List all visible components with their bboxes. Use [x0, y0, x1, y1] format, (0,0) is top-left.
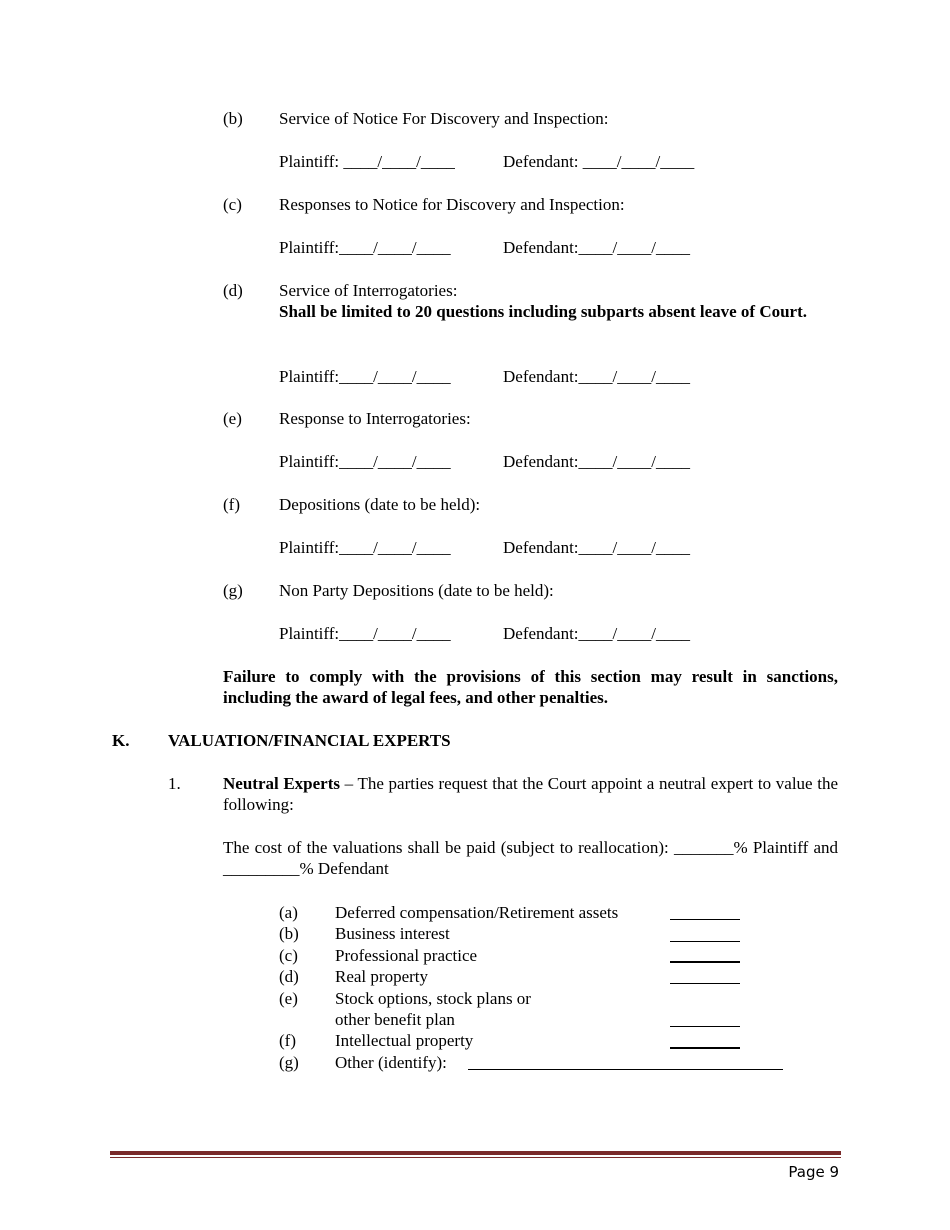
defendant-date-field[interactable]: Defendant:____/____/____	[503, 624, 690, 643]
valuation-blank[interactable]	[670, 960, 740, 963]
item-e-dates	[279, 451, 690, 472]
plaintiff-date-field[interactable]: Plaintiff:____/____/____	[279, 452, 451, 471]
item-c-title: Responses to Notice for Discovery and Inspection:	[279, 195, 625, 214]
item-g-label: (g)	[223, 581, 243, 600]
item-g-title: Non Party Depositions (date to be held):	[279, 581, 554, 600]
page-number: Page 9	[788, 1163, 839, 1181]
valuation-item-label: (a)	[279, 903, 298, 922]
valuation-item-label: (d)	[279, 967, 299, 986]
item-e-title: Response to Interrogatories:	[279, 409, 471, 428]
valuation-cost-text: The cost of the valuations shall be paid (subject to reallocation): _______% Plaintiff and _________% Defendant	[223, 838, 838, 878]
plaintiff-date-field[interactable]: Plaintiff:____/____/____	[279, 238, 451, 257]
valuation-item-label: (c)	[279, 946, 298, 965]
plaintiff-date-field[interactable]: Plaintiff: ____/____/____	[279, 152, 455, 171]
neutral-experts-heading: Neutral Experts	[223, 774, 341, 793]
valuation-blank[interactable]	[670, 1025, 740, 1027]
valuation-item-label: (f)	[279, 1031, 296, 1050]
valuation-item-label: (b)	[279, 924, 299, 943]
item-f-label: (f)	[223, 495, 240, 514]
defendant-date-field[interactable]: Defendant:____/____/____	[503, 367, 690, 386]
section-title: VALUATION/FINANCIAL EXPERTS	[168, 731, 451, 750]
defendant-date-field[interactable]: Defendant:____/____/____	[503, 238, 690, 257]
valuation-item-label: (e)	[279, 989, 298, 1008]
valuation-item-text-cont: other benefit plan	[335, 1010, 455, 1029]
item-c-label: (c)	[223, 195, 242, 214]
valuation-blank[interactable]	[670, 1046, 740, 1049]
failure-notice: Failure to comply with the provisions of this section may result in sanctions, including the award of legal fees, and other penalties.	[223, 667, 838, 707]
valuation-item-text: Real property	[335, 967, 428, 986]
valuation-item-text: Deferred compensation/Retirement assets	[335, 903, 619, 922]
defendant-date-field[interactable]: Defendant:____/____/____	[503, 538, 690, 557]
item-d-note: Shall be limited to 20 questions including subparts absent leave of Court.	[279, 302, 808, 321]
valuation-item-label: (g)	[279, 1053, 299, 1072]
item-d-label: (d)	[223, 281, 243, 300]
footer-rule	[110, 1151, 841, 1155]
plaintiff-date-field[interactable]: Plaintiff:____/____/____	[279, 367, 451, 386]
valuation-item-text: Intellectual property	[335, 1031, 474, 1050]
item-f-dates	[279, 537, 690, 558]
plaintiff-date-field[interactable]: Plaintiff:____/____/____	[279, 538, 451, 557]
valuation-item-text: Stock options, stock plans or	[335, 989, 531, 1008]
neutral-experts-paragraph	[223, 773, 838, 815]
valuation-blank[interactable]	[670, 982, 740, 984]
footer-rule-thin	[110, 1157, 841, 1158]
item-b-title: Service of Notice For Discovery and Inspection:	[279, 109, 609, 128]
valuation-item-text: Professional practice	[335, 946, 478, 965]
valuation-item-text: Business interest	[335, 924, 450, 943]
item-1-number: 1.	[168, 774, 181, 793]
plaintiff-date-field[interactable]: Plaintiff:____/____/____	[279, 624, 451, 643]
item-b-label: (b)	[223, 109, 243, 128]
valuation-item-text: Other (identify):	[335, 1053, 447, 1072]
defendant-date-field[interactable]: Defendant:____/____/____	[503, 452, 690, 471]
defendant-date-field[interactable]: Defendant: ____/____/____	[503, 152, 695, 171]
item-c-dates	[279, 237, 690, 258]
item-f-title: Depositions (date to be held):	[279, 495, 481, 514]
item-d-title: Service of Interrogatories:	[279, 281, 458, 300]
neutral-experts-text: – The parties request that the Court appoint a neutral expert to value the following:	[223, 774, 838, 814]
valuation-blank[interactable]	[670, 940, 740, 942]
section-letter: K.	[112, 731, 130, 750]
item-b-dates	[279, 151, 695, 172]
other-identify-blank[interactable]	[468, 1068, 783, 1070]
item-d-dates	[279, 366, 690, 387]
item-e-label: (e)	[223, 409, 242, 428]
item-g-dates	[279, 623, 690, 644]
valuation-blank[interactable]	[670, 918, 740, 920]
